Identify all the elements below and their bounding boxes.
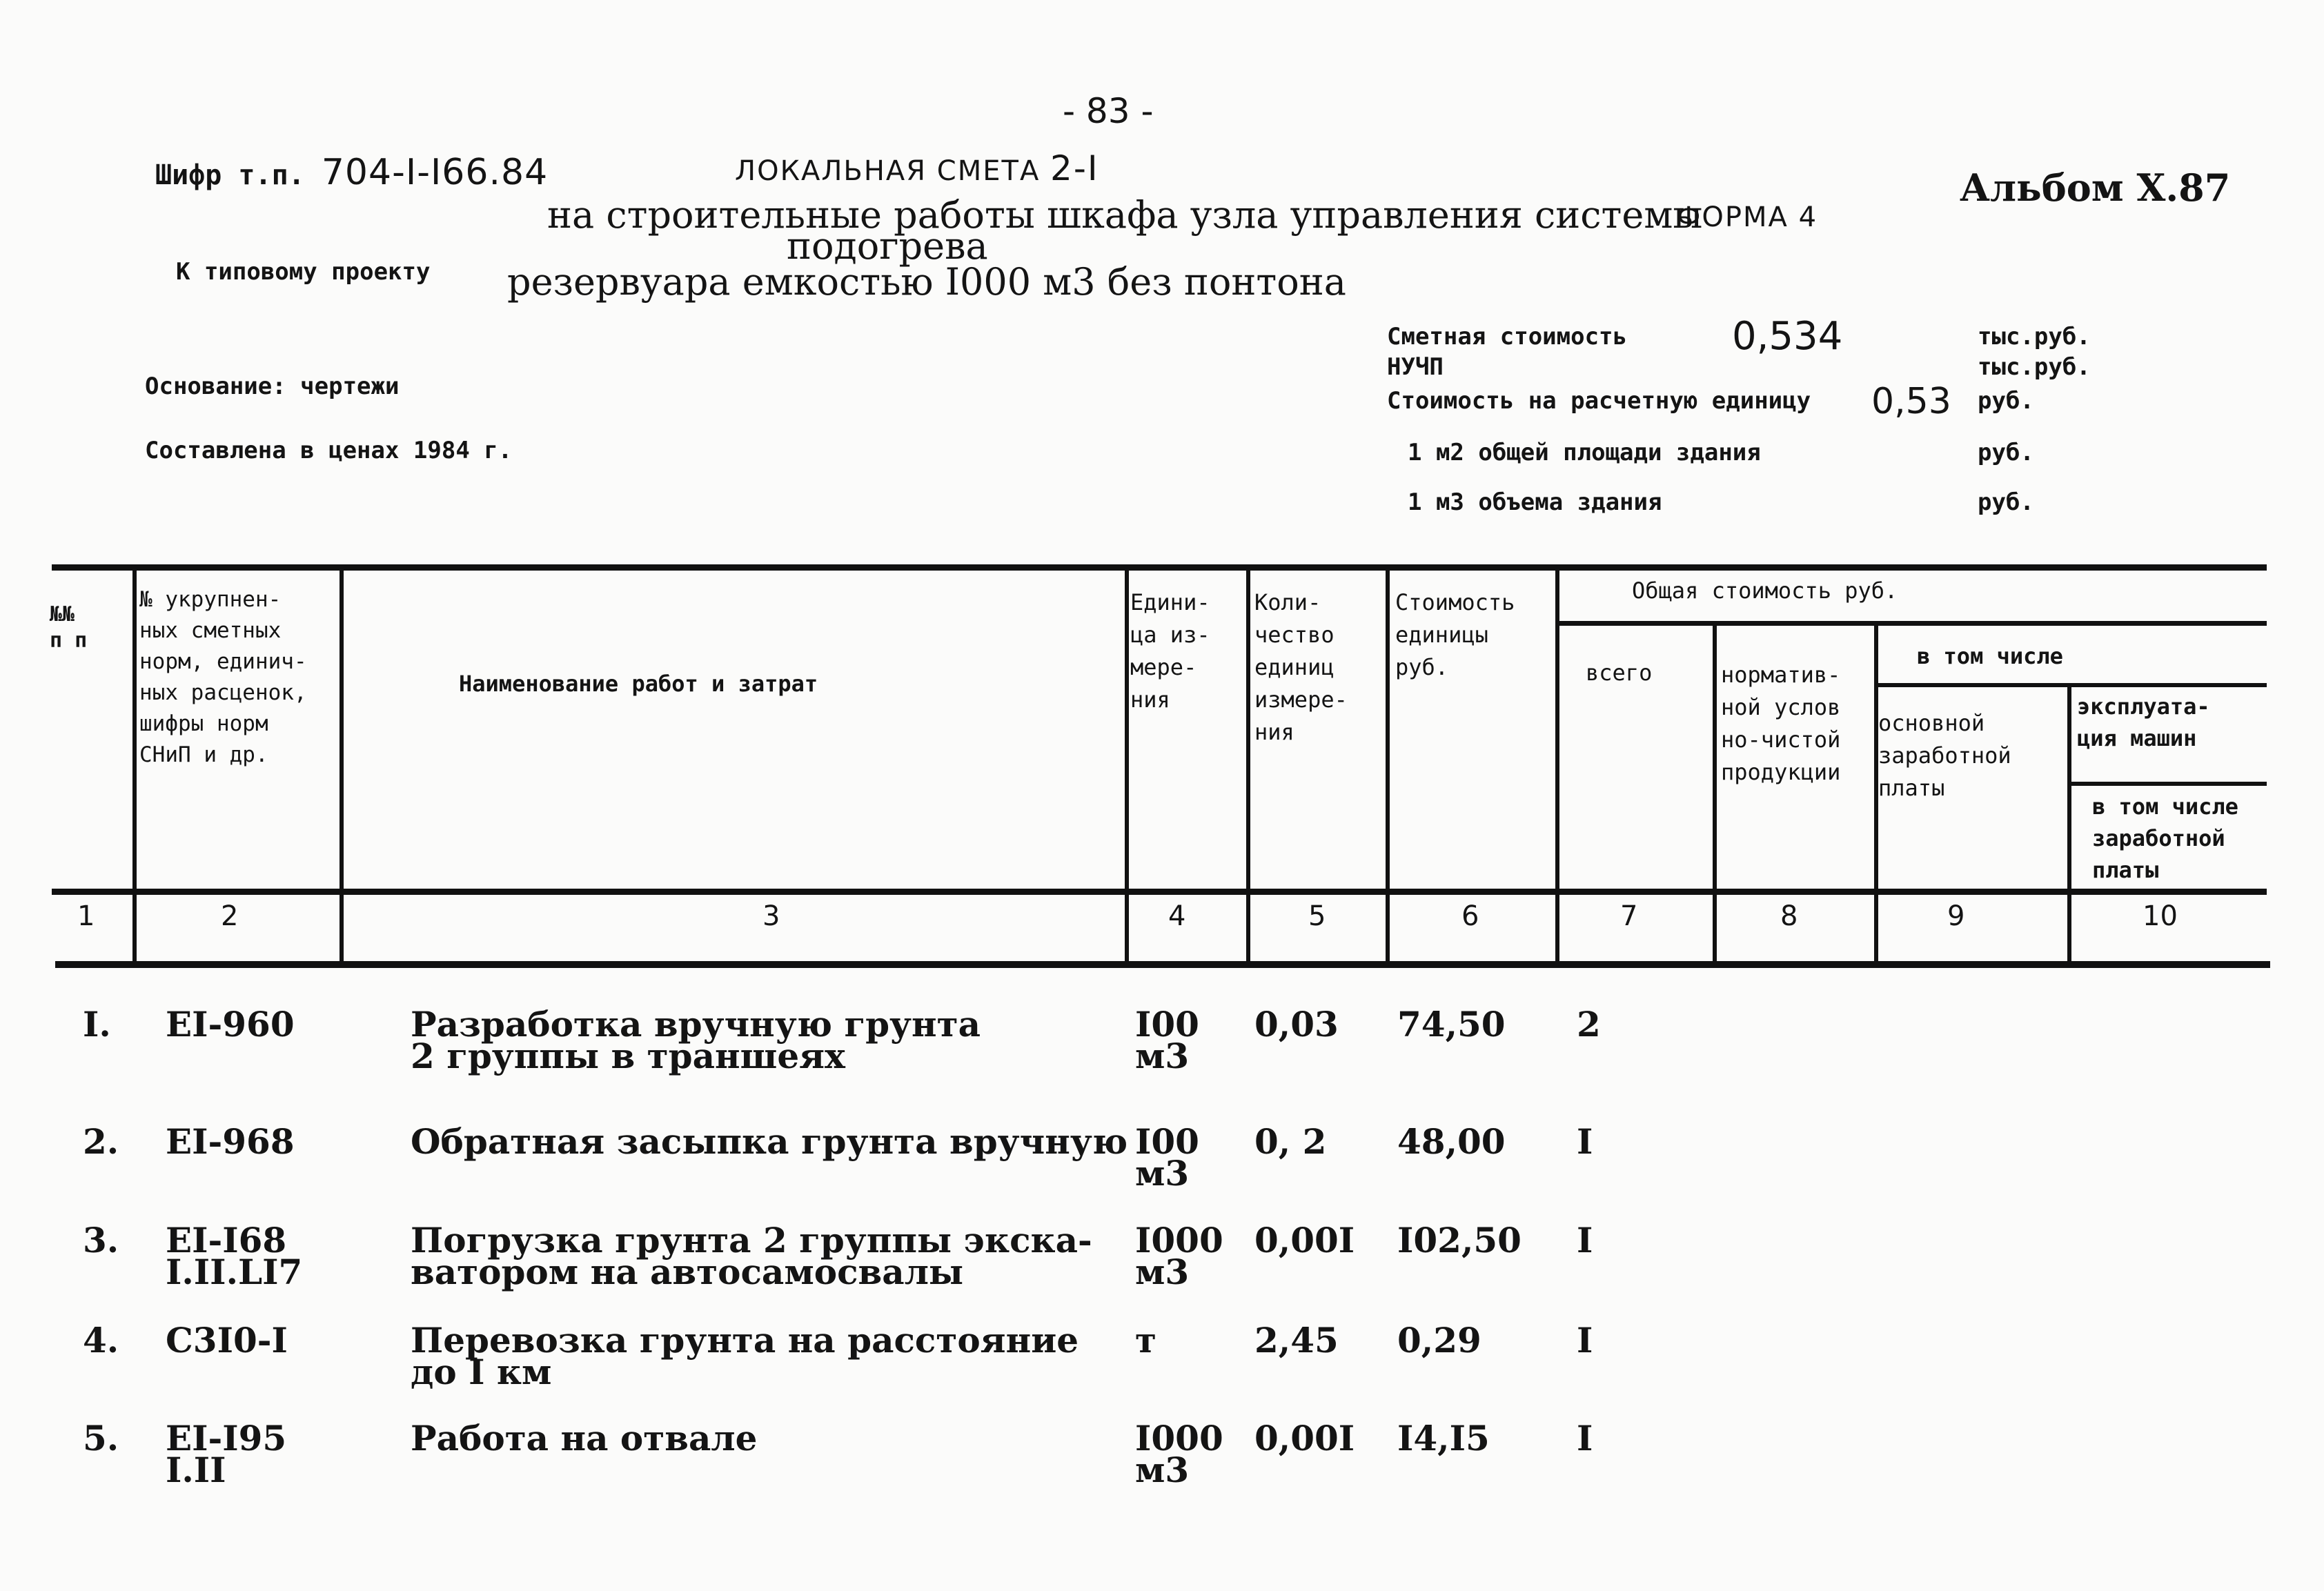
row-unit-price: I4,I5: [1397, 1418, 1490, 1459]
header-col7: всего: [1586, 660, 1653, 686]
column-numbers-rule: [55, 961, 2270, 968]
header-col4: Едини- ца из- мере- ния: [1130, 589, 1210, 713]
nuchp-label: НУЧП: [1387, 353, 1444, 381]
row-unit-price: I02,50: [1397, 1220, 1522, 1261]
row-quantity: 0,03: [1254, 1004, 1339, 1045]
cipher-label: Шифр т.п.: [155, 159, 305, 191]
row-unit-price: 0,29: [1397, 1320, 1481, 1361]
estimate-number: 2-I: [1050, 148, 1099, 188]
project-cipher: [155, 152, 548, 193]
album-label: Альбом X.87: [1960, 166, 2231, 210]
row-code: EI-960: [166, 1004, 295, 1045]
row-unit: I00 м3: [1135, 1004, 1199, 1076]
header-col3: Наименование работ и затрат: [459, 671, 818, 697]
header-col9: основной заработной платы: [1878, 710, 2011, 801]
row-unit-price: 74,50: [1397, 1004, 1506, 1045]
row-number: 3.: [83, 1220, 119, 1261]
col-divider-2: [339, 567, 344, 965]
estimated-cost-value: 0,534: [1732, 314, 1843, 359]
table-top-rule: [52, 564, 2267, 571]
column-number-5: 5: [1308, 900, 1326, 932]
estimated-cost-unit: тыс.руб.: [1978, 323, 2091, 350]
nuchp-unit: тыс.руб.: [1978, 353, 2091, 381]
row-total: I: [1577, 1320, 1593, 1361]
row-work-name: Погрузка грунта 2 группы экска- ватором на автосамосвалы: [411, 1220, 1092, 1292]
title-line-2: подогрева: [787, 224, 988, 268]
estimated-cost-label: Сметная стоимость: [1387, 323, 1627, 350]
header-col8: норматив- ной услов но-чистой продукции: [1721, 662, 1841, 785]
column-number-2: 2: [221, 900, 239, 932]
row-quantity: 0,00I: [1254, 1418, 1355, 1459]
row-total: I: [1577, 1220, 1593, 1261]
col-divider-1: [132, 567, 137, 965]
title-line-3: резервуара емкостью I000 м3 без понтона: [507, 260, 1346, 304]
col-divider-6: [1555, 567, 1559, 965]
unit-cost-value: 0,53: [1871, 381, 1951, 422]
header-col6: Стоимость единицы руб.: [1395, 589, 1515, 680]
col-divider-4: [1246, 567, 1250, 965]
per-m2-unit: руб.: [1978, 439, 2034, 466]
header-group-incl: в том числе: [1917, 643, 2063, 669]
per-m3-unit: руб.: [1978, 488, 2034, 516]
group-rule: [1556, 621, 2267, 626]
header-col2: № укрупнен- ных сметных норм, единич- ных расценок, шифры норм СНиП и др.: [139, 587, 307, 767]
row-total: 2: [1577, 1004, 1601, 1045]
col-divider-7: [1713, 623, 1717, 965]
col-divider-5: [1386, 567, 1390, 965]
row-work-name: Обратная засыпка грунта вручную: [411, 1121, 1128, 1162]
unit-cost-unit: руб.: [1978, 387, 2034, 415]
header-col10: эксплуата- ция машин: [2077, 693, 2210, 751]
row-unit-price: 48,00: [1397, 1121, 1506, 1162]
row-work-name: Работа на отвале: [411, 1418, 758, 1459]
row-unit: I000 м3: [1135, 1220, 1223, 1292]
col-divider-3: [1125, 567, 1129, 965]
row-code: EI-968: [166, 1121, 295, 1162]
per-m2-label: 1 м2 общей площади здания: [1408, 439, 1761, 466]
prices-year-label: Составлена в ценах 1984 г.: [145, 437, 513, 464]
column-number-9: 9: [1947, 900, 1965, 932]
form-label: ФОРМА 4: [1677, 201, 1818, 233]
page-number: - 83 -: [1063, 91, 1154, 131]
column-number-4: 4: [1168, 900, 1186, 932]
per-m3-label: 1 м3 объема здания: [1408, 488, 1662, 516]
title-line-1: на строительные работы шкафа узла управления системы: [547, 193, 1703, 237]
header-col1: №№ п п: [50, 602, 88, 653]
estimate-label: ЛОКАЛЬНАЯ СМЕТА: [735, 155, 1041, 187]
column-number-10: 10: [2143, 900, 2178, 932]
row-work-name: Перевозка грунта на расстояние до I км: [411, 1320, 1079, 1392]
header-col10-sub: в том числе заработной платы: [2092, 793, 2238, 883]
column-number-1: 1: [77, 900, 95, 932]
row-unit: I00 м3: [1135, 1121, 1199, 1194]
header-bottom-rule: [52, 889, 2267, 895]
row-number: 2.: [83, 1121, 119, 1162]
unit-cost-label: Стоимость на расчетную единицу: [1387, 387, 1811, 415]
row-number: 4.: [83, 1320, 119, 1361]
row-code: C3I0-I: [166, 1320, 288, 1361]
row-total: I: [1577, 1121, 1593, 1162]
row-code: EI-I95 I.II: [166, 1418, 287, 1490]
col-divider-9: [2067, 685, 2071, 965]
column-number-8: 8: [1780, 900, 1798, 932]
column-number-7: 7: [1620, 900, 1638, 932]
cipher-code: 704-I-I66.84: [321, 152, 549, 193]
row-quantity: 0,00I: [1254, 1220, 1355, 1261]
machines-rule: [2070, 782, 2267, 786]
row-total: I: [1577, 1418, 1593, 1459]
basis-label: Основание: чертежи: [145, 373, 400, 400]
column-number-3: 3: [762, 900, 780, 932]
row-number: I.: [83, 1004, 111, 1045]
row-number: 5.: [83, 1418, 119, 1459]
to-project-label: К типовому проекту: [176, 258, 431, 286]
header-group-total: Общая стоимость руб.: [1632, 577, 1898, 604]
estimate-heading: [735, 148, 1099, 188]
row-quantity: 2,45: [1254, 1320, 1339, 1361]
row-unit: т: [1135, 1320, 1156, 1361]
column-number-6: 6: [1461, 900, 1479, 932]
row-work-name: Разработка вручную грунта 2 группы в траншеях: [411, 1004, 981, 1076]
row-quantity: 0, 2: [1254, 1121, 1327, 1162]
header-col5: Коли- чество единиц измере- ния: [1254, 589, 1348, 745]
row-unit: I000 м3: [1135, 1418, 1223, 1490]
row-code: EI-I68 I.II.LI7: [166, 1220, 303, 1292]
